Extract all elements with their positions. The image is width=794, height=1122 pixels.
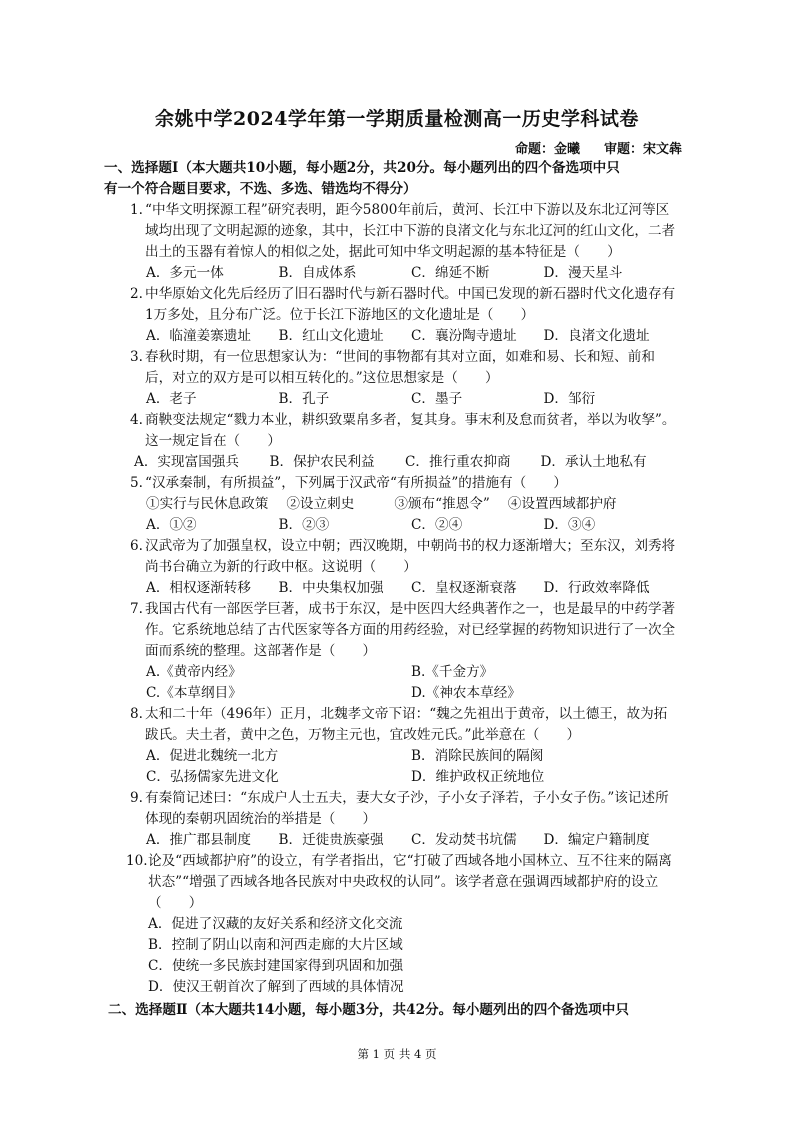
subitem-4: ④设置西域都护府	[507, 496, 617, 512]
question-stem: 有秦简记述曰：“东成户人士五夫，妻大女子沙，子小女子泽若，子小女子伤。”该记述所体现的秦朝巩固统治的举措是（ ）	[145, 790, 669, 827]
option-b[interactable]: B．自成体系	[278, 265, 357, 281]
option-c[interactable]: C．推行重农抑商	[405, 454, 511, 470]
option-d[interactable]: D．编定户籍制度	[543, 832, 650, 848]
reviewer-label: 审题：	[603, 142, 643, 157]
option-c[interactable]: C．皇权逐渐衰落	[411, 580, 517, 596]
question-options	[130, 578, 676, 599]
option-a[interactable]: A．相权逐渐转移	[146, 580, 251, 596]
option-b[interactable]: B．中央集权加强	[278, 580, 384, 596]
question-number: 9.	[130, 790, 143, 806]
question-stem: 论及“西域都护府”的设立，有学者指出，它“打破了西域各地小国林立、互不往来的隔离状态”“增强了西域各地各民族对中央政权的认同”。该学者意在强调西域都护府的设立（ ）	[148, 853, 672, 911]
question-number: 7.	[130, 601, 143, 617]
question-stem: 我国古代有一部医学巨著，成书于东汉，是中医四大经典著作之一，也是最早的中药学著作。它系统地总结了古代医家等各方面的用药经验，对已经掌握的药物知识进行了一次全面而系统的整理。这部著作是（ ）	[145, 601, 676, 659]
setter-label: 命题：	[514, 142, 554, 157]
question-stem: 商鞅变法规定“戮力本业，耕织致粟帛多者，复其身。事末利及怠而贫者，举以为收孥”。这一规定旨在（ ）	[145, 412, 676, 449]
subitem-2: ②设立刺史	[286, 496, 355, 512]
question-4	[130, 410, 676, 473]
option-a[interactable]: A．促进了汉藏的友好关系和经济文化交流	[148, 916, 403, 932]
exam-content	[104, 158, 676, 1021]
question-number: 10.	[126, 853, 148, 869]
option-b[interactable]: B．红山文化遗址	[278, 328, 384, 344]
option-d[interactable]: D.《神农本草经》	[411, 685, 521, 701]
subitem-3: ③颁布“推恩令”	[394, 496, 490, 512]
question-options	[130, 326, 676, 347]
question-stem: 汉武帝为了加强皇权，设立中朝；西汉晚期，中朝尚书的权力逐渐增大；至东汉，刘秀将尚书台确立为新的行政中枢。这说明（ ）	[145, 538, 676, 575]
question-number: 2.	[130, 286, 143, 302]
section1-heading-line2: 有一个符合题目要求，不选、多选、错选均不得分）	[104, 181, 417, 197]
question-1	[130, 200, 676, 284]
option-b[interactable]: B．②③	[278, 517, 330, 533]
option-d[interactable]: D．承认土地私有	[540, 454, 647, 470]
section2-heading: 二、选择题Ⅱ（本大题共14小题，每小题3分，共42分。每小题列出的四个备选项中只	[108, 1002, 629, 1018]
option-c[interactable]: C．绵延不断	[411, 265, 490, 281]
option-d[interactable]: D．使汉王朝首次了解到了西域的具体情况	[148, 979, 404, 995]
question-options	[130, 746, 676, 788]
question-options	[130, 452, 676, 473]
exam-title: 余姚中学2024学年第一学期质量检测高一历史学科试卷	[155, 108, 639, 130]
option-b[interactable]: B．控制了阴山以南和河西走廊的大片区域	[148, 937, 403, 953]
option-b[interactable]: B．迁徙贵族豪强	[278, 832, 384, 848]
question-stem: 太和二十年（496年）正月，北魏孝文帝下诏：“魏之先祖出于黄帝，以土德王，故为拓跋氏。夫土者，黄中之色，万物主元也，宜改姓元氏。”此举意在（ ）	[145, 706, 668, 743]
option-a[interactable]: A．①②	[146, 517, 197, 533]
option-b[interactable]: B．孔子	[278, 391, 330, 407]
question-options	[130, 662, 676, 704]
question-number: 8.	[130, 706, 143, 722]
question-7	[130, 599, 676, 704]
option-c[interactable]: C．②④	[411, 517, 463, 533]
question-number: 1.	[130, 202, 143, 218]
subitem-1: ①实行与民休息政策	[146, 496, 269, 512]
option-d[interactable]: D．邹衍	[543, 391, 596, 407]
question-options	[130, 263, 676, 284]
option-d[interactable]: D．漫天星斗	[543, 265, 623, 281]
option-a[interactable]: A．促进北魏统一北方	[146, 748, 279, 764]
question-8	[130, 704, 676, 788]
option-d[interactable]: D．良渚文化遗址	[543, 328, 650, 344]
option-c[interactable]: C．发动焚书坑儒	[411, 832, 517, 848]
section1-heading-line1: 一、选择题Ⅰ（本大题共10小题，每小题2分，共20分。每小题列出的四个备选项中只	[104, 160, 620, 176]
option-c[interactable]: C．弘扬儒家先进文化	[146, 769, 279, 785]
option-a[interactable]: A．多元一体	[146, 265, 224, 281]
option-a[interactable]: A．实现富国强兵	[134, 454, 239, 470]
option-c[interactable]: C．墨子	[411, 391, 463, 407]
question-stem: “中华文明探源工程”研究表明，距今5800年前后，黄河、长江中下游以及东北辽河等区域均出现了文明起源的迹象，其中，长江中下游的良渚文化与东北辽河的红山文化，二者出土的玉器有着惊人的相似之处，据此可知中华文明起源的基本特征是（ ）	[145, 202, 676, 260]
option-b[interactable]: B.《千金方》	[411, 664, 494, 680]
option-d[interactable]: D．③④	[543, 517, 596, 533]
question-stem: 春秋时期，有一位思想家认为：“世间的事物都有其对立面，如难和易、长和短、前和后，对立的双方是可以相互转化的。”这位思想家是（ ）	[145, 349, 655, 386]
option-c[interactable]: C．襄汾陶寺遗址	[411, 328, 517, 344]
option-d[interactable]: D．维护政权正统地位	[411, 769, 545, 785]
option-c[interactable]: C.《本草纲目》	[146, 685, 242, 701]
question-options	[130, 389, 676, 410]
setter-name: 金曦	[553, 142, 580, 157]
question-9	[130, 788, 676, 851]
question-options	[126, 914, 676, 998]
option-a[interactable]: A．推广郡县制度	[146, 832, 251, 848]
question-number: 4.	[130, 412, 143, 428]
option-c[interactable]: C．使统一多民族封建国家得到巩固和加强	[148, 958, 404, 974]
option-b[interactable]: B．消除民族间的隔阂	[411, 748, 544, 764]
option-a[interactable]: A.《黄帝内经》	[146, 664, 242, 680]
question-3	[130, 347, 676, 410]
question-2	[130, 284, 676, 347]
question-stem: 中华原始文化先后经历了旧石器时代与新石器时代。中国已发现的新石器时代文化遗存有1万多处，且分布广泛。位于长江下游地区的文化遗址是（ ）	[145, 286, 676, 323]
question-6	[130, 536, 676, 599]
question-number: 5.	[130, 475, 143, 491]
option-a[interactable]: A．临潼姜寨遗址	[146, 328, 251, 344]
question-stem: “汉承秦制，有所损益”，下列属于汉武帝“有所损益”的措施有（ ）	[145, 475, 568, 491]
author-line	[509, 138, 682, 157]
question-options	[130, 830, 676, 851]
section1-heading	[104, 158, 676, 200]
reviewer-name: 宋文犇	[642, 142, 682, 157]
question-number: 3.	[130, 349, 143, 365]
option-d[interactable]: D．行政效率降低	[543, 580, 650, 596]
question-options	[130, 515, 676, 536]
question-5	[130, 473, 676, 536]
option-a[interactable]: A．老子	[146, 391, 197, 407]
question-number: 6.	[130, 538, 143, 554]
question-subitems	[130, 494, 676, 515]
question-10	[126, 851, 676, 998]
option-b[interactable]: B．保护农民利益	[269, 454, 375, 470]
page-footer: 第 1 页 共 4 页	[357, 1047, 437, 1061]
